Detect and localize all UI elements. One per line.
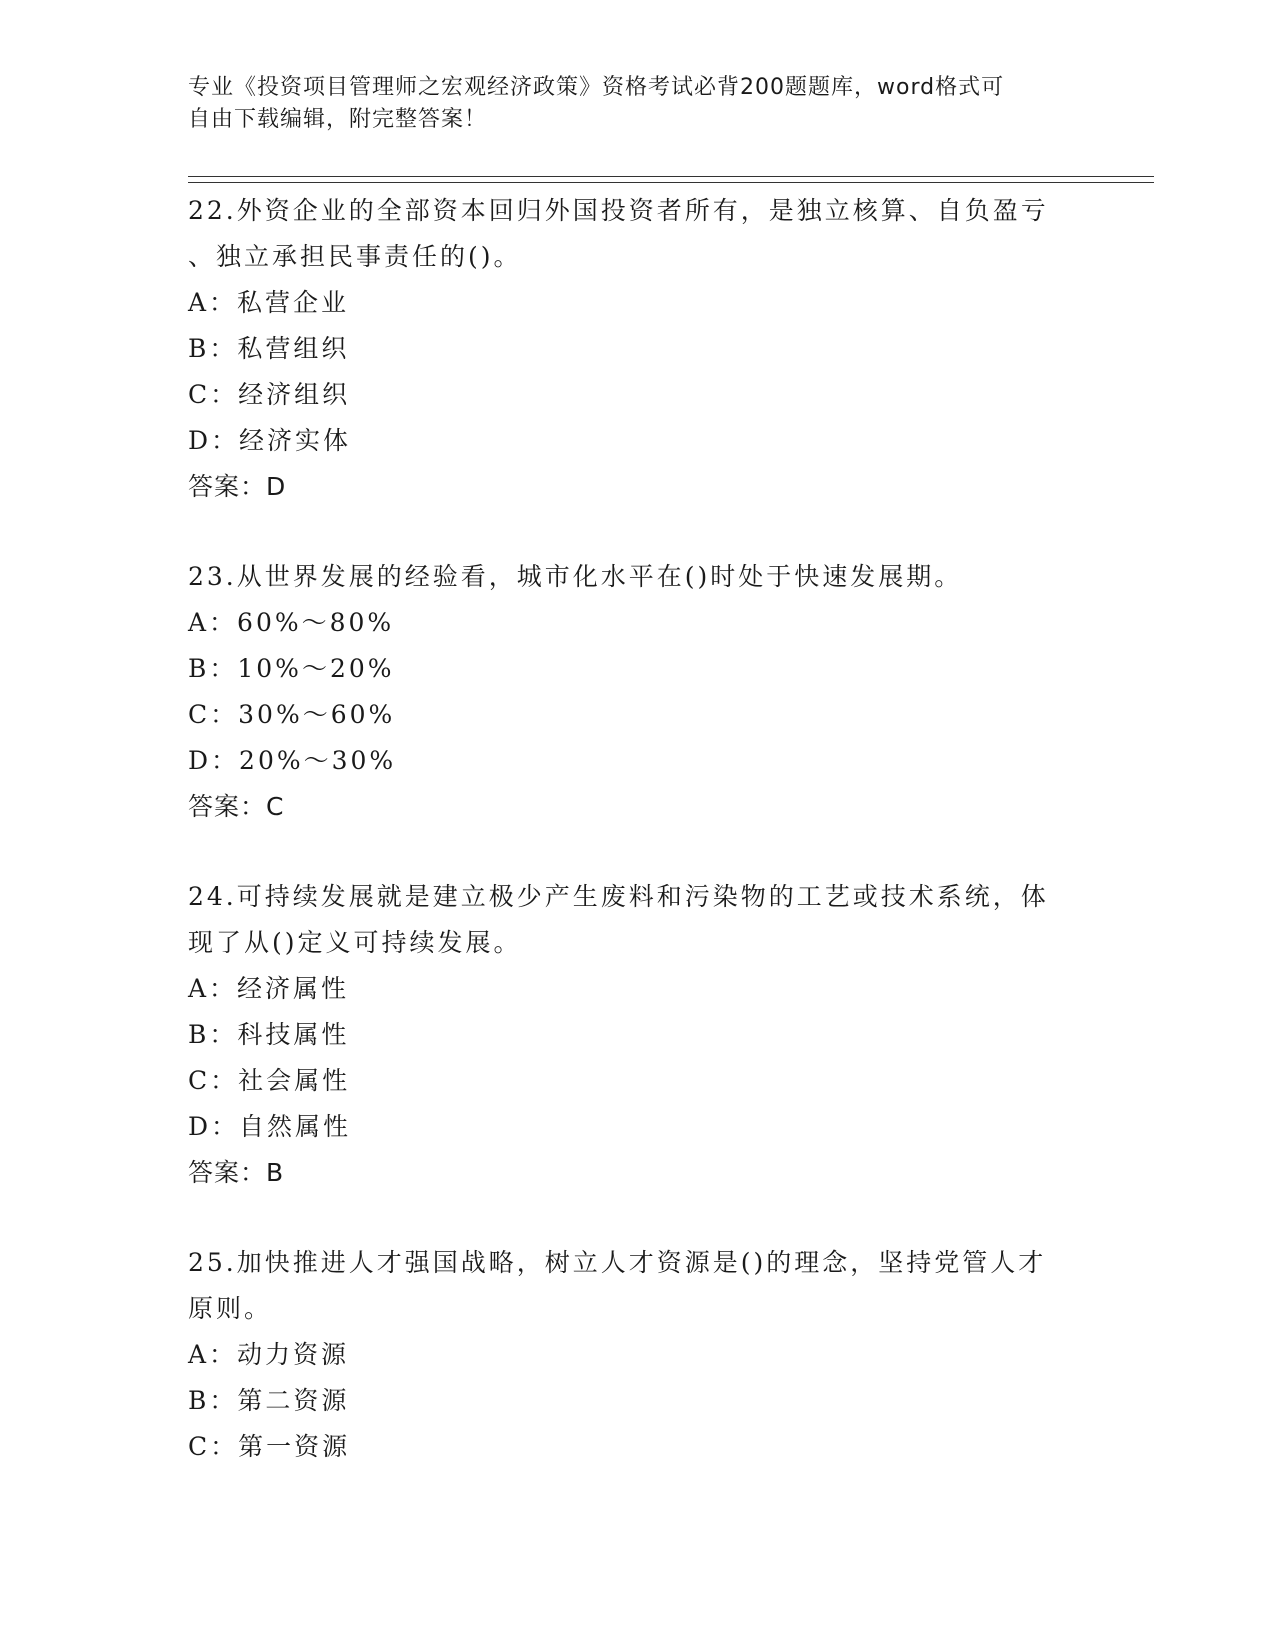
- header-line-1: 专业《投资项目管理师之宏观经济政策》资格考试必背200题题库，word格式可: [188, 75, 1005, 100]
- header-divider-bottom: [188, 182, 1154, 183]
- question-stem-line: 22.外资企业的全部资本回归外国投资者所有，是独立核算、自负盈亏: [188, 196, 1049, 225]
- header-divider-top: [188, 176, 1154, 177]
- question-stem-line: 25.加快推进人才强国战略，树立人才资源是()的理念，坚持党管人才: [188, 1248, 1047, 1277]
- question-stem-line: 24.可持续发展就是建立极少产生废料和污染物的工艺或技术系统，体: [188, 882, 1049, 911]
- option-c: C：社会属性: [188, 1066, 351, 1095]
- question-23: [188, 554, 1088, 830]
- question-stem-line: 、独立承担民事责任的()。: [188, 242, 522, 271]
- option-a: A：60%～80%: [188, 608, 395, 637]
- answer-line: 答案：D: [188, 472, 287, 501]
- document-header: [188, 72, 1068, 136]
- header-line-2: 自由下载编辑，附完整答案！: [188, 107, 488, 132]
- answer-line: 答案：C: [188, 792, 285, 821]
- option-d: D：20%～30%: [188, 746, 397, 775]
- option-b: B：10%～20%: [188, 654, 395, 683]
- question-25: [188, 1240, 1088, 1470]
- option-d: D：自然属性: [188, 1112, 352, 1141]
- option-a: A：经济属性: [188, 974, 350, 1003]
- option-a: A：动力资源: [188, 1340, 350, 1369]
- option-c: C：第一资源: [188, 1432, 351, 1461]
- answer-line: 答案：B: [188, 1158, 285, 1187]
- option-b: B：第二资源: [188, 1386, 350, 1415]
- option-b: B：私营组织: [188, 334, 350, 363]
- option-c: C：经济组织: [188, 380, 351, 409]
- question-24: [188, 874, 1088, 1196]
- option-a: A：私营企业: [188, 288, 350, 317]
- question-22: [188, 188, 1088, 510]
- option-d: D：经济实体: [188, 426, 352, 455]
- option-c: C：30%～60%: [188, 700, 396, 729]
- question-stem-line: 原则。: [188, 1294, 273, 1323]
- question-stem-line: 23.从世界发展的经验看，城市化水平在()时处于快速发展期。: [188, 562, 963, 591]
- option-b: B：科技属性: [188, 1020, 350, 1049]
- question-stem-line: 现了从()定义可持续发展。: [188, 928, 522, 957]
